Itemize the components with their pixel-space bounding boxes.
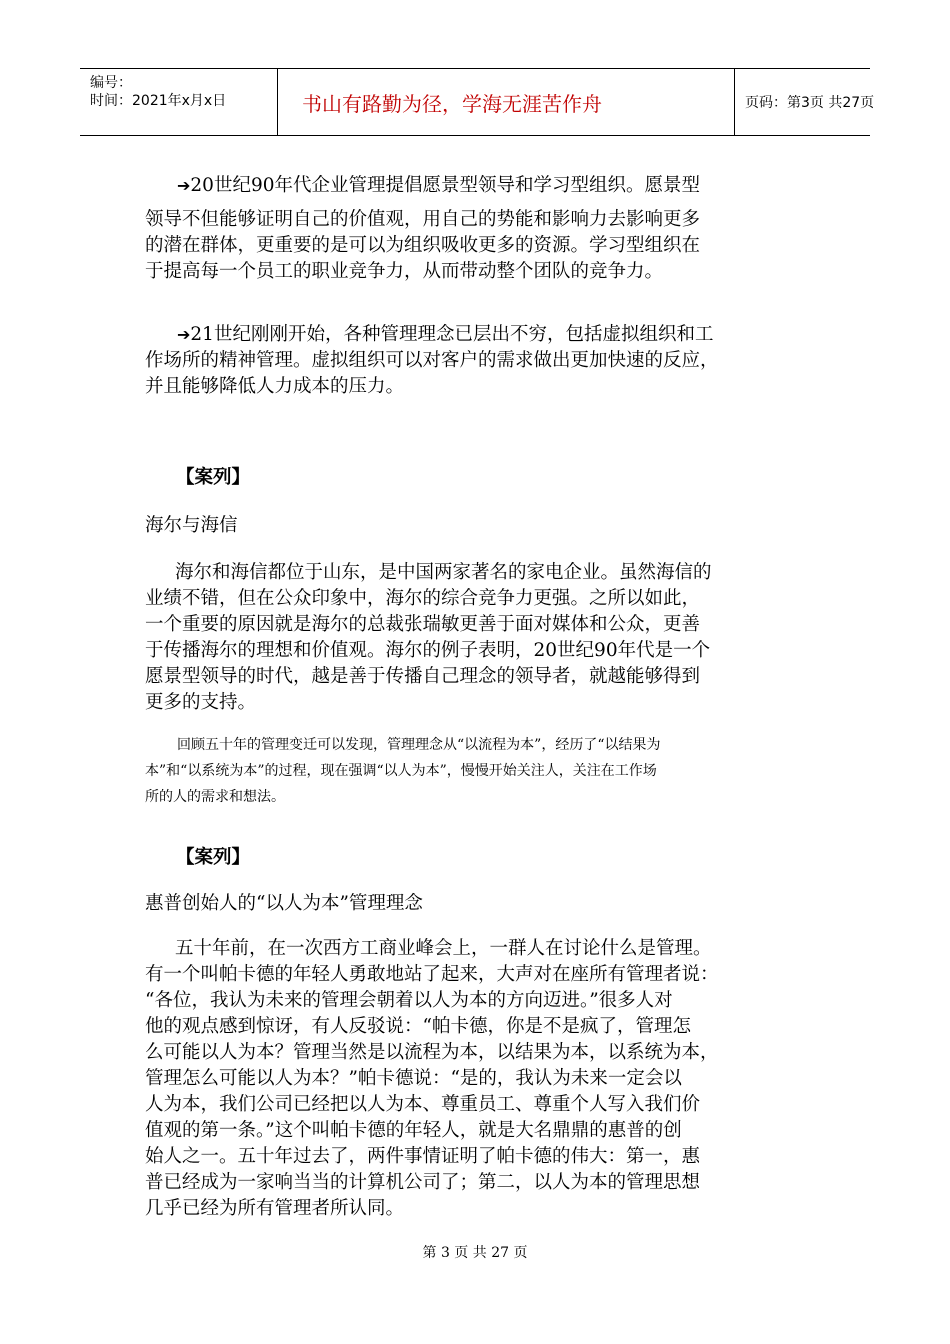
header-page-number: 页码：第3页 共27页 [745, 95, 875, 111]
bullet-paragraph-1 [145, 173, 813, 285]
bullet-line [145, 322, 813, 348]
case-title-2: 惠普创始人的“以人为本”管理理念 [145, 893, 423, 914]
paragraph-line: 作场所的精神管理。虚拟组织可以对客户的需求做出更加快速的反应， [145, 350, 719, 371]
paragraph-line: 管理怎么可能以人为本？”帕卡德说：“是的，我认为未来一定会以 [145, 1068, 682, 1089]
header-info-cell [80, 69, 278, 135]
case-heading-1: 【案列】 [176, 467, 251, 488]
case-paragraph-2 [145, 936, 813, 1222]
paragraph-line: “各位，我认为未来的管理会朝着以人为本的方向迈进。”很多人对 [145, 990, 673, 1011]
summary-paragraph [145, 732, 813, 810]
paragraph-line: 所的人的需求和想法。 [145, 789, 285, 805]
case-heading-2: 【案列】 [176, 847, 251, 868]
paragraph-line: 海尔和海信都位于山东，是中国两家著名的家电企业。虽然海信的 [175, 562, 712, 583]
paragraph-line: 回顾五十年的管理变迁可以发现，管理理念从“以流程为本”，经历了“以结果为 [177, 737, 661, 753]
header-page-cell [735, 69, 875, 135]
page-header [80, 68, 875, 136]
document-date-label: 时间：2021年x月x日 [90, 93, 227, 109]
paragraph-line: 并且能够降低人力成本的压力。 [145, 376, 405, 397]
paragraph-line: 值观的第一条。”这个叫帕卡德的年轻人，就是大名鼎鼎的惠普的创 [145, 1120, 682, 1141]
paragraph-line: 愿景型领导的时代，越是善于传播自己理念的领导者，就越能够得到 [145, 666, 701, 687]
bullet-line [145, 173, 813, 199]
paragraph-line: 领导不但能够证明自己的价值观，用自己的势能和影响力去影响更多 [145, 209, 701, 230]
paragraph-line: 于提高每一个员工的职业竞争力，从而带动整个团队的竞争力。 [145, 261, 664, 282]
paragraph-line: 普已经成为一家响当当的计算机公司了；第二，以人为本的管理思想 [145, 1172, 701, 1193]
bullet-paragraph-2 [145, 322, 813, 400]
header-motto: 书山有路勤为径，学海无涯苦作舟 [302, 92, 602, 116]
paragraph-line: 么可能以人为本？管理当然是以流程为本，以结果为本，以系统为本， [145, 1042, 719, 1063]
paragraph-line: 一个重要的原因就是海尔的总裁张瑞敏更善于面对媒体和公众，更善 [145, 614, 701, 635]
paragraph-line: 有一个叫帕卡德的年轻人勇敢地站了起来，大声对在座所有管理者说： [145, 964, 719, 985]
case-title-1: 海尔与海信 [145, 515, 238, 536]
paragraph-line: 几乎已经为所有管理者所认同。 [145, 1198, 405, 1219]
paragraph-line: 业绩不错，但在公众印象中，海尔的综合竞争力更强。之所以如此， [145, 588, 701, 609]
paragraph-line: 更多的支持。 [145, 692, 257, 713]
paragraph-line: 他的观点感到惊讶，有人反驳说：“帕卡德，你是不是疯了，管理怎 [145, 1016, 691, 1037]
arrow-right-icon: ➔ [177, 325, 191, 344]
bullet-text: 21世纪刚刚开始，各种管理理念已层出不穷，包括虚拟组织和工 [190, 324, 714, 345]
document-number-label: 编号： [90, 75, 132, 91]
paragraph-line: 本”和“以系统为本”的过程，现在强调“以人为本”，慢慢开始关注人，关注在工作场 [145, 763, 657, 779]
arrow-right-icon: ➔ [177, 176, 191, 195]
header-motto-cell [278, 69, 735, 135]
bullet-text: 20世纪90年代企业管理提倡愿景型领导和学习型组织。愿景型 [190, 175, 700, 196]
paragraph-line: 始人之一。五十年过去了，两件事情证明了帕卡德的伟大：第一，惠 [145, 1146, 701, 1167]
paragraph-line: 人为本，我们公司已经把以人为本、尊重员工、尊重个人写入我们价 [145, 1094, 701, 1115]
case-paragraph-1 [145, 560, 813, 716]
page-footer: 第 3 页 共 27 页 [422, 1245, 528, 1261]
paragraph-line: 的潜在群体，更重要的是可以为组织吸收更多的资源。学习型组织在 [145, 235, 701, 256]
paragraph-line: 五十年前，在一次西方工商业峰会上，一群人在讨论什么是管理。 [175, 938, 712, 959]
paragraph-line: 于传播海尔的理想和价值观。海尔的例子表明，20世纪90年代是一个 [145, 640, 711, 661]
